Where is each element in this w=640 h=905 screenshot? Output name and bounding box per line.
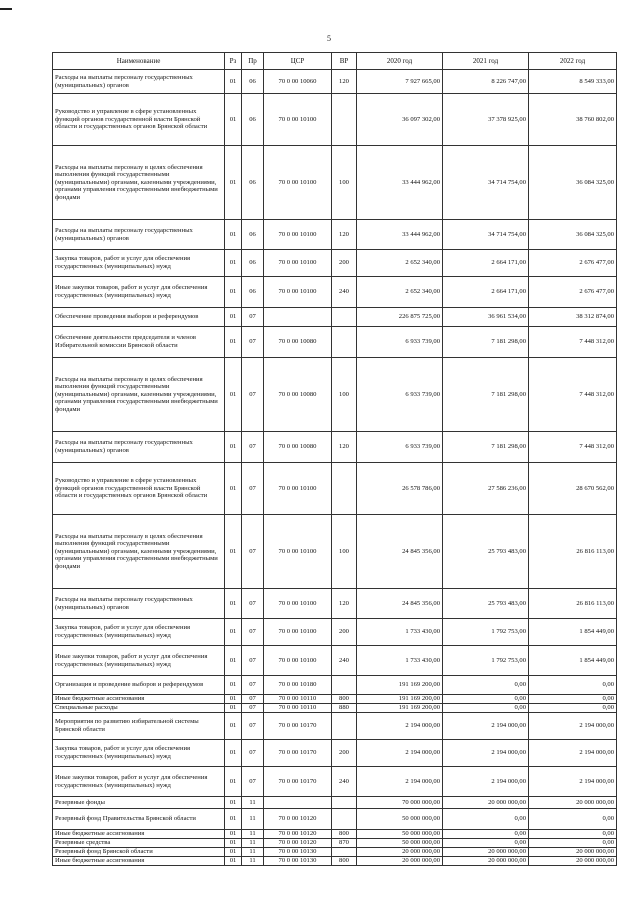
cell-csr: 70 0 00 10100 <box>264 146 332 220</box>
cell-name: Организация и проведение выборов и референдумов <box>53 676 225 695</box>
cell-pr: 07 <box>242 515 264 589</box>
cell-y2021: 2 194 000,00 <box>443 767 529 797</box>
cell-y2020: 2 652 340,00 <box>357 250 443 277</box>
cell-rz: 01 <box>225 839 242 848</box>
cell-y2021: 1 792 753,00 <box>443 646 529 676</box>
cell-name: Резервный фонд Брянской области <box>53 848 225 857</box>
cell-pr: 06 <box>242 277 264 308</box>
cell-pr: 07 <box>242 589 264 619</box>
cell-y2022: 36 084 325,00 <box>529 220 617 250</box>
cell-csr: 70 0 00 10130 <box>264 857 332 866</box>
cell-y2021: 7 181 298,00 <box>443 432 529 463</box>
cell-rz: 01 <box>225 463 242 515</box>
cell-y2021: 0,00 <box>443 839 529 848</box>
cell-vr <box>332 809 357 830</box>
cell-y2021: 0,00 <box>443 695 529 704</box>
table-row <box>53 839 617 848</box>
cell-name: Расходы на выплаты персоналу в целях обеспечения выполнения функций государственными (муниципальными) органами, казенными учреждениями, органами управления государственными внебюджетными фондами <box>53 358 225 432</box>
cell-vr: 120 <box>332 70 357 94</box>
table-row <box>53 848 617 857</box>
cell-vr: 880 <box>332 704 357 713</box>
cell-csr: 70 0 00 10180 <box>264 676 332 695</box>
header-2022: 2022 год <box>529 53 617 70</box>
cell-pr: 07 <box>242 308 264 327</box>
cell-y2021: 25 793 483,00 <box>443 515 529 589</box>
cell-rz: 01 <box>225 250 242 277</box>
cell-pr: 06 <box>242 70 264 94</box>
cell-vr: 200 <box>332 740 357 767</box>
cell-y2020: 1 733 430,00 <box>357 646 443 676</box>
header-2020: 2020 год <box>357 53 443 70</box>
cell-pr: 07 <box>242 463 264 515</box>
cell-y2020: 191 169 200,00 <box>357 676 443 695</box>
cell-rz: 01 <box>225 797 242 809</box>
cell-y2021: 20 000 000,00 <box>443 857 529 866</box>
table-row <box>53 220 617 250</box>
cell-csr <box>264 308 332 327</box>
cell-pr: 11 <box>242 830 264 839</box>
cell-csr: 70 0 00 10100 <box>264 250 332 277</box>
cell-y2020: 6 933 739,00 <box>357 358 443 432</box>
cell-csr: 70 0 00 10100 <box>264 220 332 250</box>
cell-csr: 70 0 00 10120 <box>264 830 332 839</box>
cell-y2022: 2 194 000,00 <box>529 713 617 740</box>
header-pr: Пр <box>242 53 264 70</box>
cell-y2020: 50 000 000,00 <box>357 830 443 839</box>
cell-y2020: 20 000 000,00 <box>357 848 443 857</box>
cell-name: Иные бюджетные ассигнования <box>53 695 225 704</box>
cell-y2022: 20 000 000,00 <box>529 848 617 857</box>
cell-rz: 01 <box>225 857 242 866</box>
cell-name: Расходы на выплаты персоналу в целях обеспечения выполнения функций государственными (муниципальными) органами, казенными учреждениями, органами управления государственными внебюджетными фондами <box>53 146 225 220</box>
cell-y2022: 36 084 325,00 <box>529 146 617 220</box>
cell-y2020: 36 097 302,00 <box>357 94 443 146</box>
cell-y2022: 2 676 477,00 <box>529 277 617 308</box>
table-row <box>53 857 617 866</box>
cell-y2021: 2 194 000,00 <box>443 713 529 740</box>
cell-y2021: 0,00 <box>443 704 529 713</box>
cell-y2022: 0,00 <box>529 676 617 695</box>
cell-rz: 01 <box>225 740 242 767</box>
table-row <box>53 589 617 619</box>
cell-y2021: 20 000 000,00 <box>443 797 529 809</box>
table-row <box>53 463 617 515</box>
cell-name: Иные бюджетные ассигнования <box>53 830 225 839</box>
cell-name: Закупка товаров, работ и услуг для обеспечения государственных (муниципальных) нужд <box>53 250 225 277</box>
corner-mark <box>0 8 12 10</box>
cell-csr: 70 0 00 10080 <box>264 358 332 432</box>
cell-y2022: 0,00 <box>529 830 617 839</box>
cell-y2022: 26 816 113,00 <box>529 515 617 589</box>
cell-vr: 240 <box>332 646 357 676</box>
cell-name: Иные бюджетные ассигнования <box>53 857 225 866</box>
cell-rz: 01 <box>225 308 242 327</box>
budget-table <box>52 52 617 866</box>
table-row <box>53 695 617 704</box>
cell-y2022: 0,00 <box>529 704 617 713</box>
cell-vr: 800 <box>332 857 357 866</box>
cell-rz: 01 <box>225 220 242 250</box>
cell-csr: 70 0 00 10100 <box>264 646 332 676</box>
cell-y2021: 25 793 483,00 <box>443 589 529 619</box>
table-row <box>53 277 617 308</box>
cell-pr: 07 <box>242 358 264 432</box>
header-rz: Рз <box>225 53 242 70</box>
cell-vr <box>332 848 357 857</box>
cell-csr <box>264 797 332 809</box>
cell-name: Иные закупки товаров, работ и услуг для обеспечения государственных (муниципальных) нужд <box>53 767 225 797</box>
cell-y2021: 2 664 171,00 <box>443 250 529 277</box>
cell-y2021: 0,00 <box>443 809 529 830</box>
table-row <box>53 797 617 809</box>
cell-y2021: 0,00 <box>443 676 529 695</box>
cell-csr: 70 0 00 10100 <box>264 589 332 619</box>
cell-name: Обеспечение проведения выборов и референдумов <box>53 308 225 327</box>
cell-csr: 70 0 00 10130 <box>264 848 332 857</box>
cell-pr: 11 <box>242 848 264 857</box>
table-row <box>53 767 617 797</box>
cell-y2022: 8 549 333,00 <box>529 70 617 94</box>
cell-name: Закупка товаров, работ и услуг для обеспечения государственных (муниципальных) нужд <box>53 740 225 767</box>
table-row <box>53 358 617 432</box>
cell-name: Расходы на выплаты персоналу государственных (муниципальных) органов <box>53 432 225 463</box>
cell-name: Расходы на выплаты персоналу государственных (муниципальных) органов <box>53 70 225 94</box>
cell-rz: 01 <box>225 713 242 740</box>
table-row <box>53 619 617 646</box>
cell-y2020: 33 444 962,00 <box>357 220 443 250</box>
cell-y2022: 1 854 449,00 <box>529 646 617 676</box>
table-row <box>53 646 617 676</box>
cell-csr: 70 0 00 10120 <box>264 809 332 830</box>
cell-rz: 01 <box>225 695 242 704</box>
cell-y2020: 7 927 665,00 <box>357 70 443 94</box>
cell-y2021: 0,00 <box>443 830 529 839</box>
cell-pr: 07 <box>242 432 264 463</box>
cell-pr: 11 <box>242 857 264 866</box>
cell-name: Резервные фонды <box>53 797 225 809</box>
cell-vr <box>332 797 357 809</box>
cell-name: Обеспечение деятельности председателя и членов Избирательной комиссии Брянской области <box>53 327 225 358</box>
cell-y2022: 38 312 874,00 <box>529 308 617 327</box>
cell-y2021: 7 181 298,00 <box>443 327 529 358</box>
cell-y2020: 2 194 000,00 <box>357 713 443 740</box>
cell-csr: 70 0 00 10080 <box>264 327 332 358</box>
cell-y2021: 20 000 000,00 <box>443 848 529 857</box>
cell-vr <box>332 308 357 327</box>
table-row <box>53 704 617 713</box>
cell-y2022: 7 448 312,00 <box>529 358 617 432</box>
cell-y2021: 34 714 754,00 <box>443 146 529 220</box>
cell-csr: 70 0 00 10060 <box>264 70 332 94</box>
table-row <box>53 830 617 839</box>
cell-name: Расходы на выплаты персоналу в целях обеспечения выполнения функций государственными (муниципальными) органами, казенными учреждениями, органами управления государственными внебюджетными фондами <box>53 515 225 589</box>
cell-vr: 240 <box>332 277 357 308</box>
cell-vr: 120 <box>332 432 357 463</box>
cell-y2022: 2 676 477,00 <box>529 250 617 277</box>
cell-y2021: 2 664 171,00 <box>443 277 529 308</box>
cell-y2021: 7 181 298,00 <box>443 358 529 432</box>
cell-vr: 870 <box>332 839 357 848</box>
cell-vr: 800 <box>332 830 357 839</box>
cell-csr: 70 0 00 10100 <box>264 94 332 146</box>
cell-csr: 70 0 00 10170 <box>264 713 332 740</box>
cell-vr <box>332 676 357 695</box>
cell-csr: 70 0 00 10100 <box>264 277 332 308</box>
cell-pr: 11 <box>242 809 264 830</box>
cell-y2022: 26 816 113,00 <box>529 589 617 619</box>
cell-pr: 07 <box>242 704 264 713</box>
cell-vr <box>332 327 357 358</box>
table-row <box>53 809 617 830</box>
cell-y2020: 226 875 725,00 <box>357 308 443 327</box>
cell-y2021: 8 226 747,00 <box>443 70 529 94</box>
cell-csr: 70 0 00 10100 <box>264 515 332 589</box>
cell-y2020: 50 000 000,00 <box>357 839 443 848</box>
cell-y2020: 70 000 000,00 <box>357 797 443 809</box>
header-vr: ВР <box>332 53 357 70</box>
cell-pr: 07 <box>242 713 264 740</box>
header-2021: 2021 год <box>443 53 529 70</box>
cell-vr <box>332 94 357 146</box>
cell-rz: 01 <box>225 830 242 839</box>
table-row <box>53 515 617 589</box>
cell-y2021: 37 378 925,00 <box>443 94 529 146</box>
table-row <box>53 713 617 740</box>
cell-y2021: 27 586 236,00 <box>443 463 529 515</box>
cell-y2022: 2 194 000,00 <box>529 767 617 797</box>
cell-vr <box>332 463 357 515</box>
cell-y2022: 7 448 312,00 <box>529 327 617 358</box>
cell-rz: 01 <box>225 589 242 619</box>
cell-pr: 07 <box>242 676 264 695</box>
cell-csr: 70 0 00 10100 <box>264 463 332 515</box>
cell-rz: 01 <box>225 277 242 308</box>
cell-name: Иные закупки товаров, работ и услуг для обеспечения государственных (муниципальных) нужд <box>53 277 225 308</box>
cell-rz: 01 <box>225 94 242 146</box>
cell-vr: 240 <box>332 767 357 797</box>
cell-y2022: 0,00 <box>529 695 617 704</box>
table-row <box>53 70 617 94</box>
cell-y2020: 24 845 356,00 <box>357 515 443 589</box>
cell-rz: 01 <box>225 432 242 463</box>
cell-y2020: 2 652 340,00 <box>357 277 443 308</box>
table-row <box>53 250 617 277</box>
table-row <box>53 308 617 327</box>
cell-rz: 01 <box>225 767 242 797</box>
cell-vr: 200 <box>332 250 357 277</box>
cell-name: Руководство и управление в сфере установленных функций органов государственной власти Брянской области и государственных органов Брянской области <box>53 94 225 146</box>
cell-name: Иные закупки товаров, работ и услуг для обеспечения государственных (муниципальных) нужд <box>53 646 225 676</box>
header-name: Наименование <box>53 53 225 70</box>
cell-pr: 11 <box>242 797 264 809</box>
cell-y2021: 1 792 753,00 <box>443 619 529 646</box>
cell-name: Резервные средства <box>53 839 225 848</box>
cell-vr: 200 <box>332 619 357 646</box>
cell-pr: 06 <box>242 220 264 250</box>
cell-csr: 70 0 00 10170 <box>264 740 332 767</box>
table-row <box>53 146 617 220</box>
cell-csr: 70 0 00 10110 <box>264 695 332 704</box>
cell-csr: 70 0 00 10080 <box>264 432 332 463</box>
cell-y2020: 50 000 000,00 <box>357 809 443 830</box>
cell-pr: 06 <box>242 94 264 146</box>
header-row <box>53 53 617 70</box>
cell-rz: 01 <box>225 70 242 94</box>
cell-y2022: 28 670 562,00 <box>529 463 617 515</box>
cell-pr: 11 <box>242 839 264 848</box>
cell-vr: 120 <box>332 220 357 250</box>
header-csr: ЦСР <box>264 53 332 70</box>
cell-pr: 07 <box>242 767 264 797</box>
cell-y2020: 6 933 739,00 <box>357 432 443 463</box>
cell-rz: 01 <box>225 515 242 589</box>
cell-y2020: 1 733 430,00 <box>357 619 443 646</box>
cell-pr: 07 <box>242 327 264 358</box>
cell-vr: 100 <box>332 515 357 589</box>
cell-vr: 800 <box>332 695 357 704</box>
cell-rz: 01 <box>225 327 242 358</box>
cell-y2020: 24 845 356,00 <box>357 589 443 619</box>
cell-rz: 01 <box>225 146 242 220</box>
cell-y2022: 0,00 <box>529 809 617 830</box>
cell-name: Специальные расходы <box>53 704 225 713</box>
cell-name: Руководство и управление в сфере установленных функций органов государственной власти Брянской области и государственных органов Брянской области <box>53 463 225 515</box>
cell-rz: 01 <box>225 809 242 830</box>
table-row <box>53 94 617 146</box>
cell-y2022: 20 000 000,00 <box>529 857 617 866</box>
cell-y2020: 20 000 000,00 <box>357 857 443 866</box>
cell-rz: 01 <box>225 848 242 857</box>
table-row <box>53 676 617 695</box>
cell-pr: 07 <box>242 646 264 676</box>
cell-y2020: 6 933 739,00 <box>357 327 443 358</box>
cell-rz: 01 <box>225 646 242 676</box>
table-row <box>53 432 617 463</box>
cell-pr: 07 <box>242 740 264 767</box>
cell-y2022: 7 448 312,00 <box>529 432 617 463</box>
cell-y2021: 36 961 534,00 <box>443 308 529 327</box>
cell-vr: 100 <box>332 358 357 432</box>
cell-pr: 07 <box>242 695 264 704</box>
cell-rz: 01 <box>225 619 242 646</box>
cell-y2020: 191 169 200,00 <box>357 704 443 713</box>
cell-name: Мероприятия по развитию избирательной системы Брянской области <box>53 713 225 740</box>
cell-vr <box>332 713 357 740</box>
cell-y2021: 34 714 754,00 <box>443 220 529 250</box>
cell-y2021: 2 194 000,00 <box>443 740 529 767</box>
cell-name: Резервный фонд Правительства Брянской области <box>53 809 225 830</box>
cell-csr: 70 0 00 10100 <box>264 619 332 646</box>
cell-csr: 70 0 00 10120 <box>264 839 332 848</box>
cell-rz: 01 <box>225 676 242 695</box>
cell-pr: 07 <box>242 619 264 646</box>
page-number: 5 <box>327 34 331 43</box>
cell-vr: 100 <box>332 146 357 220</box>
cell-y2022: 0,00 <box>529 839 617 848</box>
cell-y2022: 2 194 000,00 <box>529 740 617 767</box>
cell-name: Закупка товаров, работ и услуг для обеспечения государственных (муниципальных) нужд <box>53 619 225 646</box>
cell-csr: 70 0 00 10170 <box>264 767 332 797</box>
cell-csr: 70 0 00 10110 <box>264 704 332 713</box>
cell-y2020: 26 578 786,00 <box>357 463 443 515</box>
cell-rz: 01 <box>225 358 242 432</box>
cell-y2020: 2 194 000,00 <box>357 767 443 797</box>
table-row <box>53 740 617 767</box>
cell-rz: 01 <box>225 704 242 713</box>
cell-y2022: 20 000 000,00 <box>529 797 617 809</box>
cell-y2020: 2 194 000,00 <box>357 740 443 767</box>
cell-name: Расходы на выплаты персоналу государственных (муниципальных) органов <box>53 589 225 619</box>
cell-vr: 120 <box>332 589 357 619</box>
cell-name: Расходы на выплаты персоналу государственных (муниципальных) органов <box>53 220 225 250</box>
cell-y2022: 38 760 802,00 <box>529 94 617 146</box>
cell-y2022: 1 854 449,00 <box>529 619 617 646</box>
cell-y2020: 33 444 962,00 <box>357 146 443 220</box>
cell-y2020: 191 169 200,00 <box>357 695 443 704</box>
cell-pr: 06 <box>242 250 264 277</box>
table-row <box>53 327 617 358</box>
cell-pr: 06 <box>242 146 264 220</box>
